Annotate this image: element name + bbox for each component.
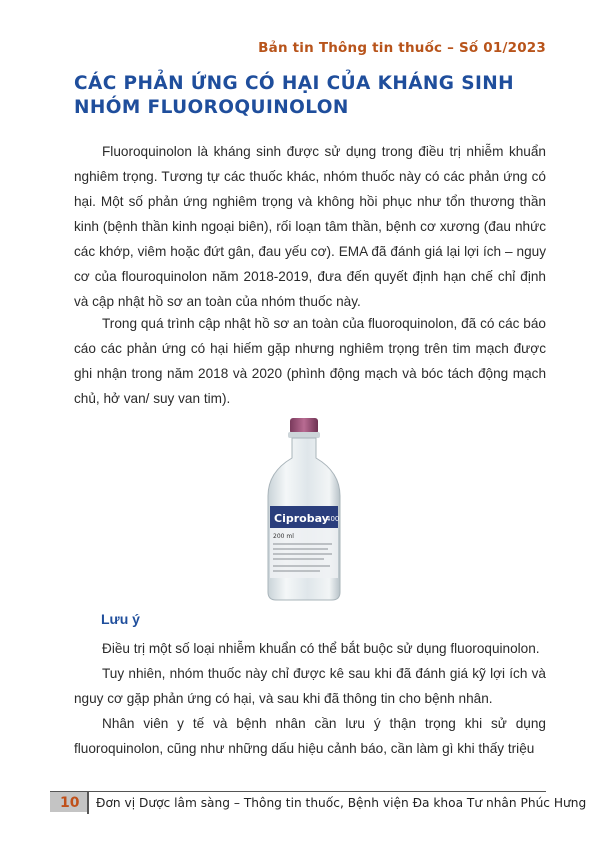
page-number: 10	[60, 795, 80, 811]
bottle-cap	[290, 418, 318, 434]
footer-divider	[50, 791, 546, 792]
infusion-bottle-illustration	[254, 414, 354, 604]
note-paragraph: Nhân viên y tế và bệnh nhân cần lưu ý thận trọng khi sử dụng fluoroquinolon, cũng như những dấu hiệu cảnh báo, cần làm gì khi thấy triệu	[74, 716, 546, 756]
note-heading: Lưu ý	[101, 611, 140, 627]
label-strength: 400	[326, 515, 340, 523]
footer-separator	[87, 792, 89, 814]
safety-update-paragraph: Trong quá trình cập nhật hồ sơ an toàn của fluoroquinolon, đã có các báo cáo các phản ứng có hại hiếm gặp nhưng nghiêm trọng trên tim mạch được ghi nhận trong năm 2018 và 2020 (phình động mạch và bóc tách động mạch chủ, hở van/ suy van tim).	[74, 316, 546, 406]
note-section	[74, 636, 546, 761]
intro-paragraph: Fluoroquinolon là kháng sinh được sử dụng trong điều trị nhiễm khuẩn nghiêm trọng. Tương tự các thuốc khác, nhóm thuốc này có các phản ứng có hại. Một số phản ứng nghiêm trọng và không hồi phục như tổn thương thần kinh (bệnh thần kinh ngoại biên), rối loạn tâm thần, bệnh cơ xương (đau nhức các khớp, viêm hoặc đứt gân, đau yếu cơ). EMA đã đánh giá lại lợi ích – nguy cơ của flouroquinolon năm 2018-2019, đưa đến quyết định hạn chế chỉ định và cập nhật hồ sơ an toàn của nhóm thuốc này.	[74, 144, 546, 309]
article-title: CÁC PHẢN ỨNG CÓ HẠI CỦA KHÁNG SINH NHÓM FLUOROQUINOLON	[74, 73, 515, 118]
label-brand: Ciprobay	[274, 512, 329, 525]
note-paragraph: Điều trị một số loại nhiễm khuẩn có thể bắt buộc sử dụng fluoroquinolon.	[102, 641, 540, 656]
label-volume: 200 ml	[273, 533, 294, 540]
note-paragraph: Tuy nhiên, nhóm thuốc này chỉ được kê sau khi đã đánh giá kỹ lợi ích và nguy cơ gặp phản ứng có hại, và sau khi đã thông tin cho bệnh nhân.	[74, 666, 546, 706]
newsletter-issue-header: Bản tin Thông tin thuốc – Số 01/2023	[258, 40, 546, 56]
footer-publisher: Đơn vị Dược lâm sàng – Thông tin thuốc, Bệnh viện Đa khoa Tư nhân Phúc Hưng	[96, 796, 587, 810]
ciprobay-bottle-photo	[254, 414, 354, 604]
